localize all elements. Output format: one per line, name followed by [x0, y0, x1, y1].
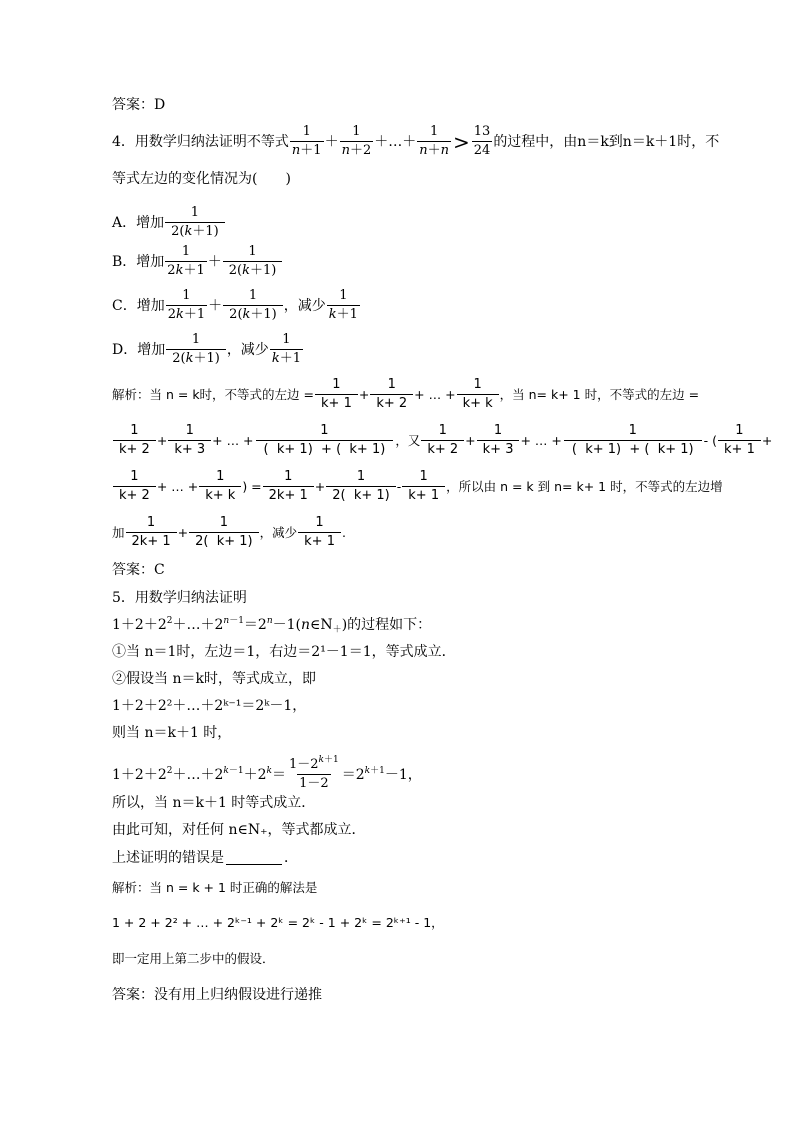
fraction: $\frac{1}{n+2}$: [341, 124, 372, 158]
fraction: $\frac{1}{2k+1}$: [167, 288, 206, 322]
fraction: $\frac{1}{2( k+ 1)}$: [326, 470, 396, 504]
solution-5-line-3: 即一定用上第二步中的假设．: [112, 951, 275, 966]
fraction: $\frac{1}{k+ 1}$: [718, 424, 761, 458]
question-5-line-8: 由此可知，对任何 n∈N₊，等式都成立．: [112, 822, 366, 838]
fraction: $\frac{1}{k+ 2}$: [370, 378, 413, 412]
solution-5-line-2: 1 + 2 + 2² + … + 2ᵏ⁻¹ + 2ᵏ = 2ᵏ - 1 + 2ᵏ = 2ᵏ⁺¹ - 1，: [112, 915, 444, 930]
answer-5: 答案：没有用上归纳假设进行递推: [112, 987, 322, 1003]
fraction: $\frac{1}{k+ 1}$: [402, 470, 445, 504]
fraction: $\frac{13}{24}$: [473, 124, 491, 158]
question-5-line-6: $1+2+2^2+\dots+2^{k-1}+2^k=$ $\frac{1-2^{k+1}}{1-2}$ $=2^{k+1}-1$，: [112, 755, 422, 791]
fraction: $\frac{1}{2( k+ 1)}$: [189, 516, 259, 550]
fraction: $\frac{1}{2k+ 1}$: [126, 516, 177, 550]
option-d: D．增加 $\frac{1}{2(k+1)}$ ，减少 $\frac{1}{k+1}$: [112, 332, 301, 366]
question-5-line-1: $1+2+2^2+\dots+2^{n-1}=2^n-1(n\in N_+)$ 的过程如下：: [112, 616, 432, 635]
answer-3: 答案：D: [112, 97, 166, 113]
option-b: B．增加 $\frac{1}{2k+1}$ ＋ $\frac{1}{2(k+1)}$: [112, 245, 283, 279]
fraction: $\frac{1}{k+1}$: [328, 288, 358, 322]
fraction: $\frac{1}{2k+1}$: [167, 244, 205, 278]
question-5-line-4: 1＋2＋2²＋…＋2ᵏ⁻¹＝2ᵏ－1，: [112, 698, 307, 714]
fraction: $\frac{1}{k+ 2}$: [421, 424, 464, 458]
question-4-line-2: 等式左边的变化情况为( ): [112, 171, 291, 187]
fraction: $\frac{1}{k+ k}$: [199, 470, 241, 504]
fraction: $\frac{1}{2(k+1)}$: [165, 206, 225, 240]
fraction: $\frac{1}{2(k+1)}$: [166, 333, 226, 367]
option-a: A．增加 $\frac{1}{2(k+1)}$: [112, 206, 226, 240]
question-5-step-1: ①当 n＝1时，左边＝1，右边＝2¹－1＝1，等式成立．: [112, 644, 456, 660]
question-4-line-1: 4．用数学归纳法证明不等式 $\frac{1}{n+1}$ ＋ $\frac{1}{n+2}$ ＋…＋ $\frac{1}{n+n}$ > $\frac{13}{24}$ 的过程中，由n＝k到n＝k＋1时，不: [112, 124, 720, 158]
option-c: C．增加 $\frac{1}{2k+1}$ ＋ $\frac{1}{2(k+1)}$ ，减少 $\frac{1}{k+1}$: [112, 288, 358, 322]
fraction: $\frac{1}{k+ 3}$: [477, 424, 520, 458]
solution-4-line-1: 解析：当 n = k时，不等式的左边 = $\frac{1}{k+ 1}$ + $\frac{1}{k+ 2}$ + … + $\frac{1}{k+ k}$ ，当 n= k+ 1 时，不等式的左边 =: [112, 377, 700, 411]
answer-4: 答案：C: [112, 562, 165, 578]
answer-blank: [226, 850, 282, 865]
fraction: $\frac{1}{2k+ 1}$: [263, 470, 314, 504]
solution-4-line-2: $\frac{1}{k+ 2}$ + $\frac{1}{k+ 3}$ + … + $\frac{1}{( k+ 1) + ( k+ 1)}$ ，又 $\frac{1}{k+ 2}$ + $\frac{1}{k+ 3}$ + … + $\frac{1}{( k+ 1) + ( k+ 1)}$ - ( $\frac{1}{k+ 1}$ +: [112, 424, 772, 458]
fraction: $\frac{1}{( k+ 1) + ( k+ 1)}$: [256, 424, 394, 458]
fraction: $\frac{1}{k+ 1}$: [298, 516, 341, 550]
fraction: $\frac{1}{2(k+1)}$: [223, 245, 283, 279]
question-5-step-2: ②假设当 n＝k时，等式成立，即: [112, 671, 316, 687]
fraction: $\frac{1}{n+1}$: [291, 124, 322, 158]
fraction: $\frac{1}{k+ 2}$: [113, 424, 156, 458]
question-5-line-7: 所以，当 n＝k＋1 时等式成立．: [112, 795, 316, 811]
fraction: $\frac{1}{k+ 2}$: [113, 470, 156, 504]
solution-4-line-4: 加 $\frac{1}{2k+ 1}$ + $\frac{1}{2( k+ 1)}$ ，减少 $\frac{1}{k+ 1}$ .: [112, 515, 346, 549]
fraction: $\frac{1}{2(k+1)}$: [223, 289, 283, 323]
question-5-line-9: 上述证明的错误是 ．: [112, 849, 298, 866]
fraction: $\frac{1}{( k+ 1) + ( k+ 1)}$: [564, 424, 702, 458]
question-5-line-5: 则当 n＝k＋1 时，: [112, 725, 232, 741]
solution-5-line-1: 解析：当 n = k + 1 时正确的解法是: [112, 880, 318, 895]
fraction: $\frac{1-2^{k+1}}{1-2}$: [288, 755, 339, 791]
fraction: $\frac{1}{k+ 3}$: [168, 424, 211, 458]
question-4-lead: 4．用数学归纳法证明不等式: [112, 133, 289, 150]
fraction: $\frac{1}{n+n}$: [419, 124, 449, 158]
question-5-title: 5．用数学归纳法证明: [112, 590, 247, 606]
solution-4-line-3: $\frac{1}{k+ 2}$ + … + $\frac{1}{k+ k}$ ) = $\frac{1}{2k+ 1}$ + $\frac{1}{2( k+ 1)}$ - $\frac{1}{k+ 1}$ ，所以由 n = k 到 n= k+ 1 时，不等式的左边增: [112, 470, 723, 504]
fraction: $\frac{1}{k+ k}$: [457, 378, 499, 412]
fraction: $\frac{1}{k+1}$: [271, 332, 301, 366]
question-4-trail: 的过程中，由n＝k到n＝k＋1时，不: [493, 133, 720, 150]
fraction: $\frac{1}{k+ 1}$: [315, 378, 358, 412]
